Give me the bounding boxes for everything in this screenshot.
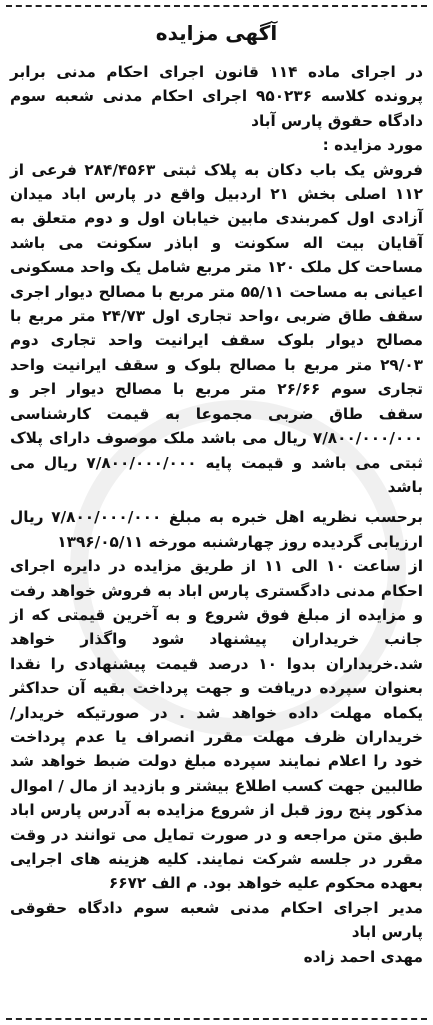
bottom-dashed-border — [6, 1018, 427, 1020]
notice-body — [10, 60, 423, 969]
signature-name: مهدی احمد زاده — [303, 947, 423, 966]
auction-terms: از ساعت ۱۰ الی ۱۱ از طریق مزایده در دایره اجرای احکام مدنی دادگستری پارس اباد به فروش خواهد رفت و مزایده از مبلغ فوق شروع و به آخرین قیمتی که از جانب خریداران پیشنهاد شود واگذار خواهد شد.خریداران بدوا ۱۰ درصد قیمت پیشنهادی را نقدا بعنوان سپرده دریافت و جهت پرداخت بقیه آن حداکثر یکماه مهلت داده خواهد شد . در صورتیکه خریدار/ خریداران ظرف مهلت مقرر انصراف یا عدم پرداخت خود را اعلام نمایند سپرده مبلغ دولت ضبط خواهد شد طالبین جهت کسب اطلاع بیشتر و بازدید از مال / اموال مذکور پنج روز قبل از شروع مزایده به آدرس پارس اباد طبق متن مراجعه و در صورت تمایل می توانند در وقت مقرر در جلسه شرکت نمایند. کلیه هزینه های اجرایی بعهده محکوم علیه خواهد بود. م الف ۶۶۷۲ — [10, 557, 423, 893]
subject-heading: مورد مزایده : — [322, 136, 423, 155]
top-dashed-border — [6, 5, 427, 7]
appraisal-paragraph: برحسب نظریه اهل خبره به مبلغ ۷/۸۰۰/۰۰۰/۰۰۰ ریال ارزیابی گردیده روز چهارشنبه مورخه ۱۳۹۶/۰۵/۱۱ — [10, 508, 423, 551]
notice-title: آگهی مزایده — [155, 21, 278, 45]
property-description: فروش یک باب دکان به پلاک ثبتی ۲۸۴/۴۵۶۳ فرعی از ۱۱۲ اصلی بخش ۲۱ اردبیل واقع در پارس اباد میدان آزادی اول کمربندی مابین خیابان اول و دوم متعلق به آقایان بیت اله سکونت و اباذر سکونت می باشد مساحت کل ملک ۱۲۰ متر مربع شامل یک واحد مسکونی اعیانی به مساحت ۵۵/۱۱ متر مربع با مصالح دیوار اجری سقف طاق ضربی ،واحد تجاری اول ۲۴/۷۳ متر مربع با مصالح دیوار بلوک سقف ایرانیت واحد تجاری دوم ۲۹/۰۳ متر مربع با مصالح بلوک و سقف ایرانیت واحد تجاری سوم ۲۶/۶۶ متر مربع با مصالح دیوار اجر و سقف طاق ضربی مجموعا به قیمت کارشناسی ۷/۸۰۰/۰۰۰/۰۰۰ ریال می باشد ملک موصوف دارای پلاک ثبتی می باشد و قیمت پایه ۷/۸۰۰/۰۰۰/۰۰۰ ریال می باشد — [10, 160, 424, 496]
notice-intro: در اجرای ماده ۱۱۴ قانون اجرای احکام مدنی برابر پرونده کلاسه ۹۵۰۲۳۶ اجرای احکام مدنی شعبه سوم دادگاه حقوق پارس آباد — [10, 63, 423, 130]
signature-title: مدیر اجرای احکام مدنی شعبه سوم دادگاه حقوقی پارس اباد — [10, 898, 423, 942]
